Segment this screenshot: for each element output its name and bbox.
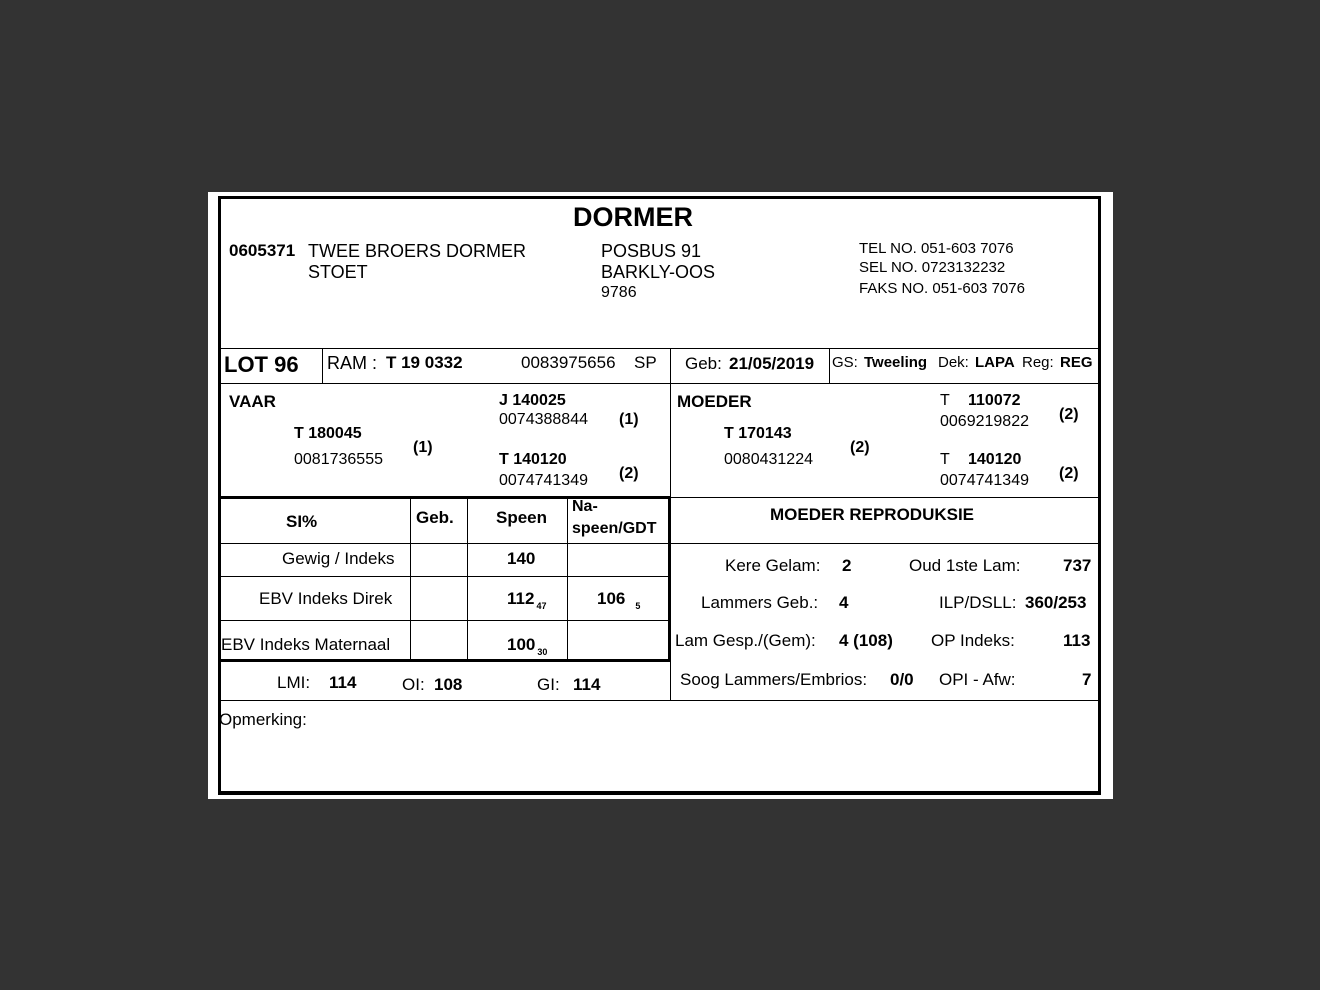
row-weight-speen: 140	[507, 549, 536, 568]
divider	[219, 576, 669, 577]
divider	[219, 700, 1099, 701]
table-border	[219, 659, 670, 662]
first-lamb-age-label: Oud 1ste Lam:	[909, 556, 1021, 575]
oi-value: 108	[434, 675, 463, 694]
stud-name-line1: TWEE BROERS DORMER	[308, 241, 527, 261]
oi-label: OI:	[402, 675, 425, 694]
divider	[410, 498, 411, 660]
dam-registration: 0080431224	[724, 451, 813, 468]
ilp-dsll-value: 360/253	[1025, 593, 1087, 612]
maternal-granddam-registration: 0074741349	[940, 472, 1029, 489]
col-geb: Geb.	[416, 508, 454, 527]
dek-label: Dek:	[938, 354, 969, 371]
col-si: SI%	[286, 512, 318, 531]
row-ebv-maternal-speen: 100 $_{30}$	[507, 635, 548, 657]
kere-gelam-value: 2	[842, 556, 852, 575]
dam-grade: (2)	[850, 439, 870, 456]
maternal-grandsire-grade: (2)	[1059, 406, 1079, 423]
sire-label: VAAR	[229, 392, 276, 411]
lambs-weaned-value: 4 (108)	[839, 631, 893, 650]
col-naspeen-line2: speen/GDT	[572, 520, 657, 537]
divider	[219, 348, 1099, 349]
gs-label: GS:	[832, 354, 858, 371]
paternal-grandsire-id: J 140025	[499, 392, 566, 409]
breed-title: DORMER	[573, 202, 693, 232]
divider	[670, 348, 671, 383]
lmi-label: LMI:	[277, 673, 311, 692]
col-naspeen-line1: Na-	[572, 498, 598, 515]
ram-code: SP	[634, 353, 657, 372]
paternal-granddam-grade: (2)	[619, 465, 639, 482]
ram-registration: 0083975656	[521, 353, 616, 372]
lambs-born-value: 4	[839, 593, 849, 612]
maternal-granddam-prefix: T	[940, 451, 950, 468]
paternal-grandsire-registration: 0074388844	[499, 411, 588, 428]
table-border	[219, 496, 670, 499]
col-speen: Speen	[496, 508, 548, 527]
maternal-granddam-grade: (2)	[1059, 465, 1079, 482]
member-number: 0605371	[229, 241, 296, 260]
maternal-grandsire-id: 110072	[968, 392, 1021, 409]
divider	[219, 383, 1099, 384]
postal-code: 9786	[601, 284, 637, 301]
divider	[567, 498, 568, 660]
divider	[322, 348, 323, 383]
row-ebv-direct-label: EBV Indeks Direk	[259, 589, 393, 608]
tel-number: TEL NO. 051-603 7076	[859, 240, 1014, 257]
reg-label: Reg:	[1022, 354, 1054, 371]
lambs-weaned-label: Lam Gesp./(Gem):	[675, 631, 816, 650]
address-line1: POSBUS 91	[601, 241, 702, 261]
stud-name-line2: STOET	[308, 262, 368, 282]
remarks-label: Opmerking:	[219, 710, 307, 729]
sire-grade: (1)	[413, 439, 433, 456]
maternal-granddam-id: 140120	[968, 451, 1022, 468]
op-index-label: OP Indeks:	[931, 631, 1015, 650]
divider	[670, 497, 1099, 498]
row-ebv-direct-naspeen: 106 $_5$	[597, 589, 641, 611]
divider	[219, 543, 669, 544]
dam-id: T 170143	[724, 425, 792, 442]
op-index-value: 113	[1063, 631, 1091, 650]
lmi-value: 114	[329, 673, 357, 692]
lot-number: LOT 96	[224, 352, 299, 377]
row-weight-label: Gewig / Indeks	[282, 549, 395, 568]
ilp-dsll-label: ILP/DSLL:	[939, 593, 1017, 612]
kere-gelam-label: Kere Gelam:	[725, 556, 821, 575]
reg-value: REG	[1060, 354, 1093, 371]
reproduction-title: MOEDER REPRODUKSIE	[770, 505, 975, 524]
dam-label: MOEDER	[677, 392, 752, 411]
divider	[219, 620, 669, 621]
suckling-label: Soog Lammers/Embrios:	[680, 670, 868, 689]
maternal-grandsire-prefix: T	[940, 392, 950, 409]
opi-deviation-label: OPI - Afw:	[939, 670, 1016, 689]
paternal-granddam-registration: 0074741349	[499, 472, 588, 489]
row-ebv-maternal-label: EBV Indeks Maternaal	[221, 635, 391, 654]
gi-value: 114	[573, 675, 601, 694]
paternal-granddam-id: T 140120	[499, 451, 567, 468]
first-lamb-age-value: 737	[1063, 556, 1092, 575]
cell-number: SEL NO. 0723132232	[859, 259, 1006, 276]
gi-label: GI:	[537, 675, 560, 694]
fax-number: FAKS NO. 051-603 7076	[859, 280, 1025, 297]
table-border	[668, 497, 671, 661]
lambs-born-label: Lammers Geb.:	[701, 593, 819, 612]
dek-value: LAPA	[975, 354, 1015, 371]
paternal-grandsire-grade: (1)	[619, 411, 639, 428]
gs-value: Tweeling	[864, 354, 928, 371]
maternal-grandsire-registration: 0069219822	[940, 413, 1029, 430]
address-line2: BARKLY-OOS	[601, 262, 716, 282]
sire-id: T 180045	[294, 425, 362, 442]
ram-id: T 19 0332	[386, 353, 463, 372]
divider	[467, 498, 468, 660]
ram-label: RAM :	[327, 353, 378, 373]
birth-date: 21/05/2019	[729, 354, 815, 373]
divider	[670, 543, 1099, 544]
suckling-value: 0/0	[890, 670, 914, 689]
row-ebv-direct-speen: 112 $_{47}$	[507, 589, 547, 611]
opi-deviation-value: 7	[1082, 670, 1092, 689]
sire-registration: 0081736555	[294, 451, 383, 468]
birth-label: Geb:	[685, 354, 722, 373]
divider	[829, 348, 830, 383]
